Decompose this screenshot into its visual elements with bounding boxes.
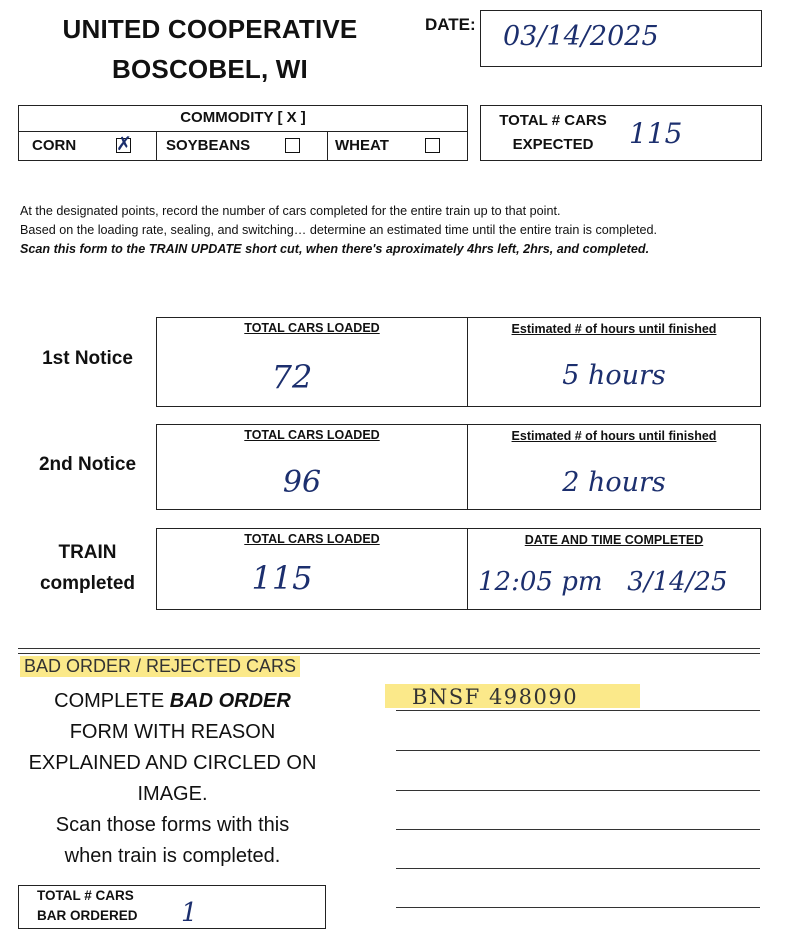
company-name: UNITED COOPERATIVE xyxy=(62,14,358,44)
bad-order-line-2[interactable] xyxy=(396,750,760,751)
first-notice-col2-header: Estimated # of hours until finished xyxy=(511,322,717,336)
bar-ordered-label-1: TOTAL # CARS xyxy=(37,888,134,903)
bad-order-instruction-6: when train is completed. xyxy=(64,845,281,867)
wheat-checkbox[interactable] xyxy=(425,138,440,153)
commodity-label: COMMODITY [ X ] xyxy=(180,109,306,126)
completed-col1-header: TOTAL CARS LOADED xyxy=(244,532,380,546)
bar-ordered-value[interactable]: 1 xyxy=(181,898,198,928)
corn-label: CORN xyxy=(32,137,77,154)
soybeans-checkbox[interactable] xyxy=(285,138,300,153)
expected-value[interactable]: 115 xyxy=(629,117,683,150)
bad-order-prefix: COMPLETE xyxy=(54,690,170,712)
commodity-box xyxy=(18,105,468,161)
first-notice-box xyxy=(156,317,761,407)
wheat-label: WHEAT xyxy=(335,137,389,154)
bad-order-instruction-4: IMAGE. xyxy=(137,783,208,805)
bad-order-entry-1[interactable]: BNSF 498090 xyxy=(412,685,579,709)
first-notice-col1-header: TOTAL CARS LOADED xyxy=(244,321,380,335)
bad-order-instruction-1 xyxy=(10,686,335,717)
first-notice-hours-value[interactable]: 5 hours xyxy=(562,360,666,391)
date-label: DATE: xyxy=(425,15,476,34)
soybeans-label: SOYBEANS xyxy=(166,137,251,154)
bad-order-emphasis: BAD ORDER xyxy=(169,690,291,712)
date-field[interactable] xyxy=(480,10,762,67)
corn-checkbox[interactable] xyxy=(116,133,132,155)
bad-order-line-4[interactable] xyxy=(396,829,760,830)
second-notice-box xyxy=(156,424,761,510)
second-notice-hours-value[interactable]: 2 hours xyxy=(562,467,666,498)
second-notice-col2-header: Estimated # of hours until finished xyxy=(511,429,717,443)
instruction-line-3: Scan this form to the TRAIN UPDATE short cut, when there's aproximately 4hrs left, 2hrs, and completed. xyxy=(20,242,650,256)
instruction-line-2: Based on the loading rate, sealing, and switching… determine an estimated time until the entire train is completed. xyxy=(20,223,658,237)
completed-col2-header: DATE AND TIME COMPLETED xyxy=(524,533,704,547)
company-location: BOSCOBEL, WI xyxy=(112,54,308,84)
bad-order-line-3[interactable] xyxy=(396,790,760,791)
bad-order-line-5[interactable] xyxy=(396,868,760,869)
bad-order-line-1[interactable] xyxy=(396,710,760,711)
second-notice-col1-header: TOTAL CARS LOADED xyxy=(244,428,380,442)
expected-box xyxy=(480,105,762,161)
date-value: 03/14/2025 xyxy=(503,21,659,52)
bad-order-heading: BAD ORDER / REJECTED CARS xyxy=(20,656,300,677)
completed-cars-value[interactable]: 115 xyxy=(251,559,313,597)
train-completed-box xyxy=(156,528,761,610)
bad-order-line-6[interactable] xyxy=(396,907,760,908)
second-notice-label: 2nd Notice xyxy=(38,454,137,475)
check-mark-icon: ✗ xyxy=(116,133,132,155)
bar-ordered-box xyxy=(18,885,326,929)
train-completed-label-1: TRAIN xyxy=(58,542,117,563)
bad-order-instruction-2: FORM WITH REASON xyxy=(69,721,276,743)
instruction-line-1: At the designated points, record the number of cars completed for the entire train up to that point. xyxy=(20,204,561,218)
bar-ordered-label-2: BAR ORDERED xyxy=(37,908,138,923)
expected-label-2: EXPECTED xyxy=(512,136,594,153)
expected-label-1: TOTAL # CARS xyxy=(499,112,607,129)
bad-order-instruction-5: Scan those forms with this xyxy=(55,814,290,836)
second-notice-cars-value[interactable]: 96 xyxy=(282,465,322,500)
completed-datetime-value[interactable]: 12:05 pm 3/14/25 xyxy=(478,567,728,597)
first-notice-label: 1st Notice xyxy=(42,348,133,369)
bad-order-instruction-3: EXPLAINED AND CIRCLED ON xyxy=(28,752,317,774)
first-notice-cars-value[interactable]: 72 xyxy=(271,358,313,396)
train-completed-label-2: completed xyxy=(39,573,136,594)
